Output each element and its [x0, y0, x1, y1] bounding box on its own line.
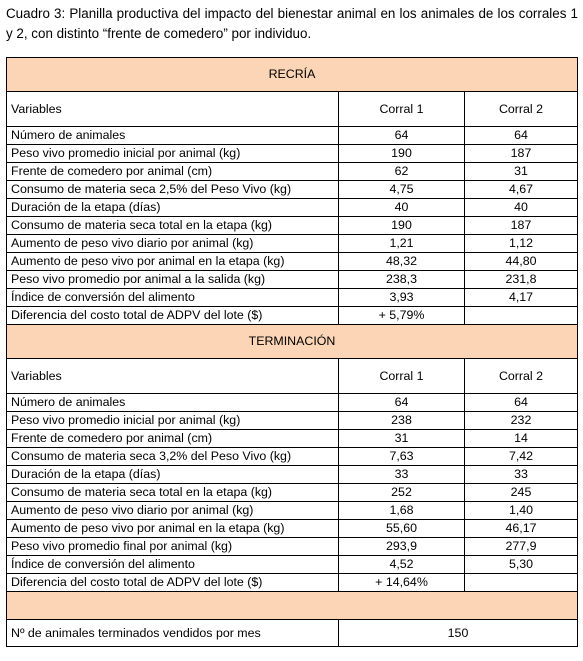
table-row — [7, 412, 578, 430]
row-empty-cell — [465, 574, 578, 592]
row-corral-1: 64 — [339, 394, 465, 412]
row-corral-2: 232 — [465, 412, 578, 430]
row-corral-1: 238 — [339, 412, 465, 430]
row-corral-1: 1,21 — [339, 235, 465, 253]
row-variable: Consumo de materia seca 3,2% del Peso Vivo (kg) — [7, 448, 339, 466]
row-variable: Número de animales — [7, 127, 339, 145]
row-corral-1: 4,75 — [339, 181, 465, 199]
row-corral-2: 64 — [465, 394, 578, 412]
table-row — [7, 253, 578, 271]
row-variable: Duración de la etapa (días) — [7, 466, 339, 484]
row-corral-2: 245 — [465, 484, 578, 502]
productive-table — [6, 57, 578, 647]
row-variable: Duración de la etapa (días) — [7, 199, 339, 217]
row-corral-1: 190 — [339, 145, 465, 163]
row-corral-2: 33 — [465, 466, 578, 484]
footer-value: 150 — [339, 620, 578, 647]
row-corral-1: 33 — [339, 466, 465, 484]
row-corral-2: 40 — [465, 199, 578, 217]
table-row — [7, 574, 578, 592]
row-corral-1: 40 — [339, 199, 465, 217]
row-variable: Diferencia del costo total de ADPV del lote ($) — [7, 574, 339, 592]
table-row — [7, 502, 578, 520]
table-row — [7, 271, 578, 289]
row-variable: Índice de conversión del alimento — [7, 289, 339, 307]
row-cost-difference: + 14,64% — [339, 574, 465, 592]
section-recria — [7, 58, 578, 92]
row-corral-2: 187 — [465, 145, 578, 163]
col-header-variables: Variables — [7, 359, 339, 394]
row-corral-1: 190 — [339, 217, 465, 235]
row-corral-2: 231,8 — [465, 271, 578, 289]
row-variable: Peso vivo promedio final por animal (kg) — [7, 538, 339, 556]
row-corral-2: 5,30 — [465, 556, 578, 574]
section-title-recria: RECRÍA — [7, 58, 578, 92]
table-row — [7, 520, 578, 538]
row-empty-cell — [465, 307, 578, 325]
row-variable: Aumento de peso vivo por animal en la etapa (kg) — [7, 253, 339, 271]
row-variable: Aumento de peso vivo diario por animal (kg) — [7, 235, 339, 253]
col-header-corral-1: Corral 1 — [339, 359, 465, 394]
row-corral-1: 252 — [339, 484, 465, 502]
row-variable: Peso vivo promedio inicial por animal (kg) — [7, 412, 339, 430]
footer-row — [7, 620, 578, 647]
row-corral-1: 48,32 — [339, 253, 465, 271]
table-row — [7, 217, 578, 235]
row-variable: Peso vivo promedio inicial por animal (kg) — [7, 145, 339, 163]
table-row — [7, 448, 578, 466]
table-row — [7, 466, 578, 484]
table-row — [7, 181, 578, 199]
header-row-terminacion — [7, 359, 578, 394]
row-corral-1: 1,68 — [339, 502, 465, 520]
row-corral-2: 31 — [465, 163, 578, 181]
row-cost-difference: + 5,79% — [339, 307, 465, 325]
row-corral-1: 55,60 — [339, 520, 465, 538]
row-variable: Frente de comedero por animal (cm) — [7, 430, 339, 448]
table-row — [7, 127, 578, 145]
row-corral-2: 187 — [465, 217, 578, 235]
row-variable: Diferencia del costo total de ADPV del lote ($) — [7, 307, 339, 325]
row-corral-1: 62 — [339, 163, 465, 181]
row-variable: Consumo de materia seca total en la etapa (kg) — [7, 217, 339, 235]
row-corral-1: 64 — [339, 127, 465, 145]
row-corral-1: 293,9 — [339, 538, 465, 556]
row-variable: Consumo de materia seca total en la etapa (kg) — [7, 484, 339, 502]
row-corral-2: 4,67 — [465, 181, 578, 199]
row-corral-2: 4,17 — [465, 289, 578, 307]
row-variable: Aumento de peso vivo diario por animal (kg) — [7, 502, 339, 520]
row-corral-2: 1,40 — [465, 502, 578, 520]
footer-label: Nº de animales terminados vendidos por mes — [7, 620, 339, 647]
spacer-row — [7, 592, 578, 620]
section-title-terminacion: TERMINACIÓN — [7, 325, 578, 359]
table-row — [7, 538, 578, 556]
col-header-corral-2: Corral 2 — [465, 92, 578, 127]
row-corral-1: 238,3 — [339, 271, 465, 289]
section-terminacion — [7, 325, 578, 359]
row-variable: Consumo de materia seca 2,5% del Peso Vivo (kg) — [7, 181, 339, 199]
row-corral-2: 1,12 — [465, 235, 578, 253]
table-row — [7, 289, 578, 307]
table-row — [7, 235, 578, 253]
table-row — [7, 163, 578, 181]
row-corral-2: 14 — [465, 430, 578, 448]
row-corral-2: 46,17 — [465, 520, 578, 538]
row-variable: Frente de comedero por animal (cm) — [7, 163, 339, 181]
table-row — [7, 484, 578, 502]
row-corral-1: 31 — [339, 430, 465, 448]
row-variable: Peso vivo promedio por animal a la salida (kg) — [7, 271, 339, 289]
row-corral-1: 3,93 — [339, 289, 465, 307]
col-header-variables: Variables — [7, 92, 339, 127]
table-row — [7, 430, 578, 448]
table-row — [7, 556, 578, 574]
header-row-recria — [7, 92, 578, 127]
table-row — [7, 394, 578, 412]
row-corral-2: 277,9 — [465, 538, 578, 556]
row-variable: Índice de conversión del alimento — [7, 556, 339, 574]
row-variable: Número de animales — [7, 394, 339, 412]
spacer-cell — [7, 592, 578, 620]
row-corral-2: 64 — [465, 127, 578, 145]
col-header-corral-2: Corral 2 — [465, 359, 578, 394]
table-row — [7, 199, 578, 217]
row-corral-2: 44,80 — [465, 253, 578, 271]
col-header-corral-1: Corral 1 — [339, 92, 465, 127]
row-corral-1: 7,63 — [339, 448, 465, 466]
row-corral-1: 4,52 — [339, 556, 465, 574]
row-variable: Aumento de peso vivo por animal en la etapa (kg) — [7, 520, 339, 538]
table-row — [7, 307, 578, 325]
table-row — [7, 145, 578, 163]
row-corral-2: 7,42 — [465, 448, 578, 466]
table-caption: Cuadro 3: Planilla productiva del impacto del bienestar animal en los animales de los corrales 1 y 2, con distinto “frente de comedero” por individuo. — [6, 6, 578, 41]
